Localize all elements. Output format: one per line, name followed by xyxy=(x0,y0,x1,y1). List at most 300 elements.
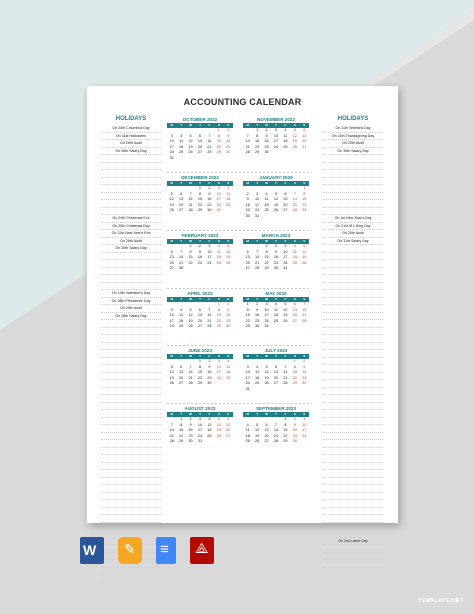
day-cell: 6 xyxy=(198,133,202,138)
left-holiday-line: On 28th Presidents' Day xyxy=(101,298,161,306)
right-holiday-line xyxy=(323,193,383,201)
day-cell: 15 xyxy=(245,313,250,318)
day-cell: 13 xyxy=(302,133,307,138)
day-cell: 28 xyxy=(179,266,184,271)
day-cell: 29 xyxy=(302,208,307,213)
day-cell: 26 xyxy=(273,208,279,213)
right-holiday-line: On 1st New Year's Day xyxy=(323,215,383,223)
day-cell: 10 xyxy=(169,313,174,318)
pdf-icon[interactable] xyxy=(190,537,214,564)
day-cell: 3 xyxy=(303,417,306,421)
day-cell: 1 xyxy=(180,417,183,421)
day-cell: 16 xyxy=(245,202,250,207)
day-cell: 22 xyxy=(292,375,297,380)
day-grid xyxy=(243,359,309,393)
right-holiday-line xyxy=(323,470,383,478)
day-cell: 8 xyxy=(217,133,220,138)
day-cell: 8 xyxy=(246,307,249,312)
day-cell: 22 xyxy=(302,202,307,207)
day-cell: 27 xyxy=(264,439,269,444)
day-grid xyxy=(167,186,233,214)
day-cell: 6 xyxy=(303,128,306,132)
day-cell: 21 xyxy=(207,318,212,323)
day-cell: 2 xyxy=(208,186,211,190)
day-cell: 14 xyxy=(188,370,193,375)
day-cell: 10 xyxy=(216,191,221,196)
word-icon[interactable] xyxy=(80,537,104,564)
day-cell: 3 xyxy=(170,307,173,312)
format-icons xyxy=(80,537,214,564)
right-holiday-line xyxy=(323,530,383,538)
left-holiday-line xyxy=(101,485,161,493)
day-cell: 5 xyxy=(265,364,268,369)
day-cell: 20 xyxy=(283,202,288,207)
day-cell: 17 xyxy=(264,313,269,318)
left-holiday-line xyxy=(101,508,161,516)
day-cell: 4 xyxy=(256,364,259,369)
day-cell: 26 xyxy=(226,260,231,265)
day-cell: 8 xyxy=(217,307,220,312)
day-cell: 15 xyxy=(188,255,193,260)
day-cell: 19 xyxy=(302,255,307,260)
day-cell: 9 xyxy=(227,133,230,138)
month-calendar xyxy=(243,117,309,156)
day-cell: 30 xyxy=(264,150,269,155)
day-cell: 13 xyxy=(197,139,203,144)
left-holiday-line xyxy=(101,253,161,261)
right-holiday-line xyxy=(323,290,383,298)
left-holiday-line xyxy=(101,193,161,201)
day-cell: 23 xyxy=(273,260,279,265)
weekday-label: F xyxy=(208,412,211,416)
day-cell: 7 xyxy=(208,307,211,312)
day-cell: 25 xyxy=(216,260,221,265)
day-cell: 23 xyxy=(226,318,231,323)
day-cell: 2 xyxy=(227,128,230,132)
day-cell: 18 xyxy=(292,255,297,260)
weekday-label: W xyxy=(265,354,268,358)
weekday-label: T xyxy=(256,297,259,301)
weekday-label: M xyxy=(246,239,249,243)
left-holiday-line xyxy=(101,178,161,186)
day-cell: 30 xyxy=(273,266,279,271)
weekday-label: W xyxy=(265,123,268,127)
day-cell: 7 xyxy=(189,191,192,196)
day-cell: 20 xyxy=(302,139,307,144)
day-cell: 17 xyxy=(273,139,279,144)
left-holiday-line xyxy=(101,260,161,268)
right-holiday-line xyxy=(323,358,383,366)
weekday-label: S xyxy=(293,181,296,185)
day-cell: 19 xyxy=(264,375,269,380)
day-cell: 30 xyxy=(292,439,297,444)
day-cell: 22 xyxy=(255,144,260,149)
day-cell: 5 xyxy=(284,302,287,306)
right-holiday-line xyxy=(323,478,383,486)
day-cell: 16 xyxy=(264,139,269,144)
day-cell: 20 xyxy=(264,433,269,438)
day-cell: 13 xyxy=(169,255,174,260)
day-cell: 2 xyxy=(256,302,259,306)
day-cell: 30 xyxy=(255,324,260,329)
day-cell: 21 xyxy=(188,202,193,207)
row-divider xyxy=(167,403,309,404)
weekday-label: S xyxy=(217,181,220,185)
weekday-label: S xyxy=(217,354,220,358)
day-cell: 22 xyxy=(197,202,203,207)
right-holiday-line xyxy=(323,448,383,456)
row-divider xyxy=(167,172,309,173)
weekday-label: S xyxy=(217,239,220,243)
right-holiday-line xyxy=(323,260,383,268)
day-cell: 14 xyxy=(273,428,279,433)
day-cell: 28 xyxy=(207,324,212,329)
day-cell: 15 xyxy=(302,197,307,202)
day-cell: 18 xyxy=(245,433,250,438)
weekday-label: M xyxy=(170,239,173,243)
day-cell: 3 xyxy=(217,359,220,363)
weekday-label: S xyxy=(227,239,230,243)
right-holiday-line xyxy=(323,245,383,253)
day-cell: 19 xyxy=(188,144,193,149)
day-cell: 10 xyxy=(169,139,174,144)
day-cell: 14 xyxy=(188,197,193,202)
day-cell: 28 xyxy=(292,208,297,213)
right-holiday-line xyxy=(323,305,383,313)
day-cell: 11 xyxy=(264,197,269,202)
day-cell: 7 xyxy=(284,364,287,369)
day-cell: 28 xyxy=(188,208,193,213)
left-holiday-line xyxy=(101,170,161,178)
weekday-label: F xyxy=(284,412,287,416)
left-holiday-line xyxy=(101,433,161,441)
day-cell: 23 xyxy=(197,260,203,265)
day-cell: 6 xyxy=(284,191,287,196)
day-cell: 11 xyxy=(245,428,250,433)
day-cell: 21 xyxy=(207,144,212,149)
day-cell: 28 xyxy=(207,150,212,155)
day-cell: 7 xyxy=(256,249,259,254)
day-cell: 26 xyxy=(292,144,297,149)
day-cell: 25 xyxy=(273,318,279,323)
right-holiday-line xyxy=(323,298,383,306)
day-cell: 6 xyxy=(227,417,230,421)
weekday-label: W xyxy=(265,297,268,301)
day-cell: 1 xyxy=(189,244,192,248)
weekday-label: M xyxy=(246,181,249,185)
day-cell: 9 xyxy=(189,422,192,427)
day-cell: 1 xyxy=(217,302,220,306)
day-cell: 24 xyxy=(245,381,250,386)
day-cell: 11 xyxy=(179,139,184,144)
day-cell: 2 xyxy=(189,417,192,421)
weekday-label: T xyxy=(256,123,259,127)
weekday-label: T xyxy=(275,181,277,185)
right-holiday-line: On 24th Thanksgiving Day xyxy=(323,133,383,141)
day-cell: 12 xyxy=(273,197,279,202)
day-cell: 17 xyxy=(255,202,260,207)
weekday-label: S xyxy=(303,412,306,416)
day-cell: 31 xyxy=(216,208,221,213)
weekday-label: F xyxy=(284,123,287,127)
day-cell: 21 xyxy=(273,433,279,438)
right-holiday-line xyxy=(323,418,383,426)
weekday-label: T xyxy=(256,239,259,243)
day-cell: 24 xyxy=(283,260,288,265)
day-grid xyxy=(243,244,309,272)
right-holiday-line xyxy=(323,568,383,576)
month-title: NOVEMBER 2022 xyxy=(256,117,296,122)
weekday-label: F xyxy=(284,181,287,185)
weekday-label: W xyxy=(265,412,268,416)
day-cell: 26 xyxy=(169,208,174,213)
day-cell: 24 xyxy=(216,375,221,380)
day-cell: 27 xyxy=(226,433,231,438)
left-holiday-line xyxy=(101,575,161,583)
left-holiday-line: On 14th Valentine's Day xyxy=(101,290,161,298)
left-holiday-line xyxy=(101,335,161,343)
right-holiday-line: On 25th Audit xyxy=(323,140,383,148)
day-cell: 9 xyxy=(227,307,230,312)
weekday-label: M xyxy=(246,123,249,127)
day-cell: 30 xyxy=(302,381,307,386)
day-cell: 28 xyxy=(169,439,174,444)
day-cell: 20 xyxy=(245,260,250,265)
left-holiday-line: On 26th Audit xyxy=(101,238,161,246)
day-cell: 27 xyxy=(197,150,203,155)
left-holiday-line xyxy=(101,388,161,396)
day-cell: 12 xyxy=(188,139,193,144)
weekday-label: S xyxy=(217,123,220,127)
left-holiday-line xyxy=(101,328,161,336)
right-holiday-line xyxy=(323,515,383,523)
right-holiday-line: On 21st M L King Day xyxy=(323,223,383,231)
day-cell: 5 xyxy=(189,307,192,312)
day-cell: 5 xyxy=(217,417,220,421)
weekday-label: T xyxy=(199,412,201,416)
right-holiday-line: On 30th Salary Day xyxy=(323,148,383,156)
day-grid xyxy=(167,417,233,445)
day-cell: 21 xyxy=(292,202,297,207)
right-holiday-line xyxy=(323,500,383,508)
left-holiday-line xyxy=(101,523,161,531)
day-cell: 13 xyxy=(245,255,250,260)
month-calendar xyxy=(167,291,233,330)
left-holiday-line: On 25th Christmas Day xyxy=(101,223,161,231)
day-cell: 12 xyxy=(188,313,193,318)
right-holiday-line xyxy=(323,163,383,171)
month-calendar xyxy=(243,348,309,393)
day-cell: 8 xyxy=(293,364,296,369)
day-cell: 25 xyxy=(283,144,288,149)
day-cell: 18 xyxy=(179,144,184,149)
day-cell: 12 xyxy=(169,197,174,202)
weekday-label: S xyxy=(303,354,306,358)
weekday-label: T xyxy=(180,123,183,127)
day-cell: 17 xyxy=(283,255,288,260)
day-cell: 4 xyxy=(208,417,211,421)
right-holiday-line xyxy=(323,433,383,441)
google-docs-icon[interactable] xyxy=(156,537,176,564)
left-holiday-line xyxy=(101,440,161,448)
weekday-label: S xyxy=(293,239,296,243)
weekday-label: S xyxy=(303,239,306,243)
weekday-label: W xyxy=(189,123,192,127)
day-cell: 7 xyxy=(189,364,192,369)
left-holiday-line xyxy=(101,268,161,276)
day-cell: 24 xyxy=(273,144,279,149)
right-holiday-line xyxy=(323,388,383,396)
day-cell: 5 xyxy=(189,133,192,138)
weekday-label: S xyxy=(227,297,230,301)
day-cell: 6 xyxy=(293,302,296,306)
right-holiday-line xyxy=(323,508,383,516)
right-holiday-line xyxy=(323,155,383,163)
day-cell: 30 xyxy=(226,324,231,329)
left-holiday-line xyxy=(101,425,161,433)
weekday-label: S xyxy=(293,297,296,301)
day-cell: 25 xyxy=(179,324,184,329)
day-cell: 11 xyxy=(216,249,221,254)
weekday-label: S xyxy=(303,123,306,127)
day-cell: 2 xyxy=(198,244,202,248)
day-grid xyxy=(243,302,309,330)
left-holiday-line: On 25th Audit xyxy=(101,305,161,313)
right-holiday-line xyxy=(323,313,383,321)
day-cell: 11 xyxy=(274,307,278,312)
weekday-label: W xyxy=(189,297,192,301)
day-cell: 24 xyxy=(216,202,221,207)
day-cell: 12 xyxy=(283,307,288,312)
day-cell: 18 xyxy=(255,375,260,380)
day-cell: 12 xyxy=(292,133,297,138)
day-cell: 28 xyxy=(302,318,307,323)
day-cell: 25 xyxy=(245,439,250,444)
weekday-label: M xyxy=(246,297,249,301)
left-holiday-line xyxy=(101,568,161,576)
day-grid xyxy=(243,417,309,445)
day-cell: 16 xyxy=(226,139,231,144)
day-cell: 27 xyxy=(179,208,184,213)
day-cell: 25 xyxy=(264,208,269,213)
day-cell: 13 xyxy=(226,422,231,427)
holidays-heading-left: HOLIDAYS xyxy=(115,116,147,122)
day-cell: 10 xyxy=(283,249,288,254)
day-cell: 12 xyxy=(302,249,307,254)
right-holiday-line xyxy=(323,328,383,336)
day-cell: 20 xyxy=(169,260,174,265)
day-cell: 23 xyxy=(226,144,231,149)
day-cell: 29 xyxy=(197,381,203,386)
day-cell: 27 xyxy=(197,324,203,329)
day-cell: 17 xyxy=(197,428,203,433)
day-cell: 31 xyxy=(169,155,174,160)
day-cell: 13 xyxy=(179,370,184,375)
day-cell: 20 xyxy=(273,375,279,380)
month-calendar xyxy=(167,117,233,162)
day-cell: 3 xyxy=(284,244,287,248)
day-cell: 25 xyxy=(255,381,260,386)
day-cell: 11 xyxy=(226,191,231,196)
day-cell: 6 xyxy=(170,249,173,254)
month-title: DECEMBER 2022 xyxy=(181,175,219,180)
day-cell: 25 xyxy=(292,260,297,265)
day-grid xyxy=(167,302,233,330)
day-cell: 26 xyxy=(188,150,193,155)
weekday-label: M xyxy=(170,354,173,358)
day-cell: 4 xyxy=(284,128,287,132)
weekday-label: T xyxy=(180,239,183,243)
day-cell: 7 xyxy=(208,133,211,138)
day-cell: 27 xyxy=(283,208,288,213)
day-cell: 16 xyxy=(197,255,203,260)
day-cell: 23 xyxy=(207,202,212,207)
left-holiday-line xyxy=(101,448,161,456)
day-cell: 23 xyxy=(292,433,297,438)
month-title: MARCH 2023 xyxy=(261,233,291,238)
day-cell: 16 xyxy=(292,428,297,433)
day-cell: 29 xyxy=(245,324,250,329)
weekday-label: T xyxy=(275,412,277,416)
row-divider xyxy=(167,230,309,231)
day-cell: 14 xyxy=(292,197,297,202)
day-cell: 12 xyxy=(169,370,174,375)
day-cell: 17 xyxy=(169,318,174,323)
month-title: JUNE 2023 xyxy=(188,348,212,353)
day-cell: 24 xyxy=(255,208,260,213)
day-cell: 6 xyxy=(198,307,202,312)
day-grid xyxy=(167,128,233,162)
day-cell: 25 xyxy=(179,150,184,155)
day-cell: 7 xyxy=(293,191,296,196)
weekday-label: T xyxy=(180,181,183,185)
pages-icon[interactable] xyxy=(118,537,142,564)
day-cell: 15 xyxy=(283,428,288,433)
left-holiday-line xyxy=(101,418,161,426)
day-cell: 10 xyxy=(302,422,307,427)
day-cell: 17 xyxy=(207,255,212,260)
day-cell: 30 xyxy=(226,150,231,155)
day-cell: 21 xyxy=(283,375,288,380)
day-cell: 19 xyxy=(255,433,260,438)
day-cell: 27 xyxy=(169,266,174,271)
right-holiday-line xyxy=(323,560,383,568)
month-title: AUGUST 2023 xyxy=(184,406,216,411)
right-holiday-line xyxy=(323,523,383,531)
left-holiday-line xyxy=(101,275,161,283)
day-cell: 4 xyxy=(293,244,296,248)
row-divider xyxy=(167,288,309,289)
day-cell: 13 xyxy=(283,197,288,202)
holidays-heading-right: HOLIDAYS xyxy=(337,116,369,122)
day-cell: 28 xyxy=(188,381,193,386)
day-cell: 4 xyxy=(227,359,230,363)
day-cell: 30 xyxy=(188,439,193,444)
day-cell: 19 xyxy=(169,375,174,380)
day-cell: 21 xyxy=(179,260,184,265)
day-cell: 26 xyxy=(264,381,269,386)
left-holiday-line xyxy=(101,410,161,418)
left-holiday-line xyxy=(101,515,161,523)
day-cell: 10 xyxy=(216,364,221,369)
right-holiday-line: On 11th Veterans Day xyxy=(323,125,383,133)
day-cell: 20 xyxy=(226,428,231,433)
day-cell: 1 xyxy=(293,359,296,363)
day-cell: 16 xyxy=(226,313,231,318)
day-cell: 1 xyxy=(246,302,249,306)
weekday-label: W xyxy=(189,239,192,243)
day-cell: 18 xyxy=(264,202,269,207)
